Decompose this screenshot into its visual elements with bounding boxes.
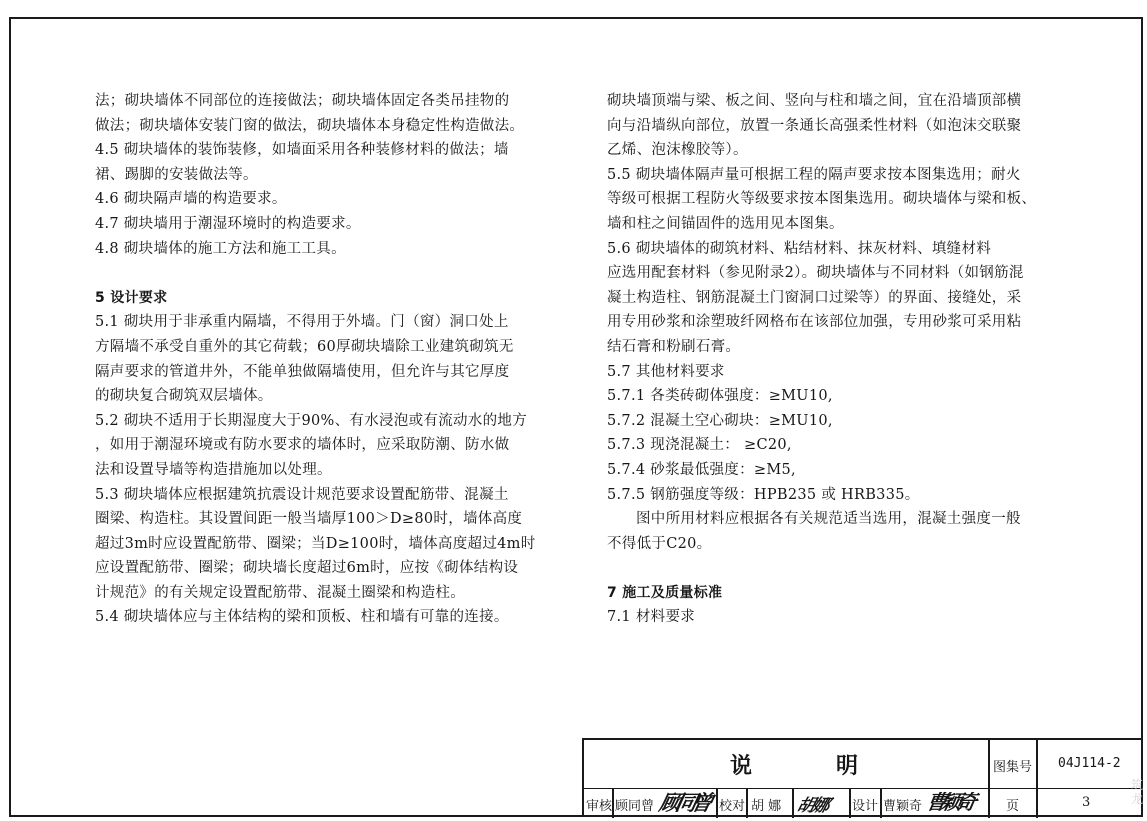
- title-row: [582, 738, 1143, 788]
- text-line: 5.2 砌块不适用于长期湿度大于90%、有水浸泡或有流动水的地方: [95, 412, 527, 429]
- text-line: 4.8 砌块墙体的施工方法和施工工具。: [95, 240, 346, 257]
- text-line: 应选用配套材料（参见附录2）。砌块墙体与不同材料（如钢筋混: [607, 265, 1024, 282]
- section-heading: 7 施工及质量标准: [607, 584, 723, 601]
- right-text-column: [607, 89, 1047, 630]
- text-line: 法；砌块墙体不同部位的连接做法；砌块墙体固定各类吊挂物的: [95, 93, 510, 109]
- sheet-title-char-2: 明: [836, 754, 859, 779]
- text-line: 乙烯、泡沫橡胶等）。: [607, 142, 748, 159]
- text-line: 不得低于C20。: [607, 535, 712, 552]
- divider: [792, 789, 794, 818]
- page-number: 3: [1082, 795, 1091, 810]
- divider: [988, 740, 990, 788]
- page-label: 页: [1006, 799, 1020, 814]
- text-line: 5.7 其他材料要求: [607, 363, 725, 380]
- proofread-name: 胡 娜: [751, 799, 782, 814]
- section-heading: 5 设计要求: [95, 289, 168, 306]
- sheet-title-char-1: 说: [730, 754, 753, 779]
- atlas-number: 04J114-2: [1058, 756, 1121, 771]
- left-text-column: [95, 89, 535, 630]
- signature-row: [582, 788, 1143, 817]
- design-name: 曹颖奇: [883, 799, 923, 814]
- divider: [612, 789, 614, 818]
- divider: [1036, 740, 1038, 788]
- text-line: 5.6 砌块墙体的砌筑材料、粘结材料、抹灰材料、填缝材料: [607, 240, 992, 257]
- divider: [716, 789, 718, 818]
- text-line: 用专用砂浆和涂塑玻纤网格布在该部位加强，专用砂浆可采用粘: [607, 314, 1022, 331]
- divider: [880, 789, 882, 818]
- text-line: 5.7.2 混凝土空心砌块：≥MU10,: [607, 412, 833, 429]
- text-line: ，如用于潮湿环境或有防水要求的墙体时，应采取防潮、防水做: [95, 437, 510, 454]
- text-line: 5.3 砌块墙体应根据建筑抗震设计规范要求设置配筋带、混凝土: [95, 486, 509, 503]
- text-line: 隔声要求的管道井外，不能单独做隔墙使用，但允许与其它厚度: [95, 363, 510, 380]
- review-label: 审核: [586, 799, 613, 814]
- text-line: 结石膏和粉刷石膏。: [607, 338, 741, 355]
- design-signature: 曹颖奇: [924, 790, 974, 814]
- watermark: 筑龙: [1131, 778, 1144, 806]
- text-line: 做法；砌块墙体安装门窗的做法，砌块墙体本身稳定性构造做法。: [95, 117, 525, 134]
- text-line: 5.5 砌块墙体隔声量可根据工程的隔声要求按本图集选用；耐火: [607, 166, 1021, 183]
- text-line: 裙、踢脚的安装做法等。: [95, 166, 258, 183]
- text-line: 5.7.4 砂浆最低强度：≥M5,: [607, 461, 796, 478]
- text-line: 计规范》的有关规定设置配筋带、混凝土圈梁和构造柱。: [95, 584, 465, 601]
- text-line: 4.6 砌块隔声墙的构造要求。: [95, 191, 287, 208]
- text-line: 法和设置导墙等构造措施加以处理。: [95, 461, 332, 478]
- text-line: 7.1 材料要求: [607, 609, 696, 626]
- divider: [1036, 789, 1038, 818]
- text-line: 应设置配筋带、圈梁；砌块墙长度超过6m时，应按《砌体结构设: [95, 560, 519, 577]
- text-line: 超过3m时应设置配筋带、圈梁；当D≥100时，墙体高度超过4m时: [95, 535, 536, 552]
- text-line: 5.7.5 钢筋强度等级：HPB235 或 HRB335。: [607, 486, 920, 503]
- design-label: 设计: [852, 799, 879, 814]
- text-line: 4.7 砌块墙用于潮湿环境时的构造要求。: [95, 215, 361, 232]
- proofread-label: 校对: [719, 799, 746, 814]
- review-signature: 顾同曾: [657, 790, 711, 815]
- text-line: 凝土构造柱、钢筋混凝土门窗洞口过梁等）的界面、接缝处，采: [607, 289, 1022, 306]
- text-line: 5.1 砌块用于非承重内隔墙，不得用于外墙。门（窗）洞口处上: [95, 314, 509, 331]
- text-line: 4.5 砌块墙体的装饰装修，如墙面采用各种装修材料的做法；墙: [95, 142, 509, 159]
- text-line: 向与沿墙纵向部位，放置一条通长高强柔性材料（如泡沫交联聚: [607, 117, 1022, 134]
- divider: [849, 789, 851, 818]
- title-block: [582, 738, 1143, 817]
- text-line: 图中所用材料应根据各有关规范适当选用，混凝土强度一般: [636, 511, 1021, 528]
- atlas-number-label: 图集号: [993, 760, 1033, 775]
- divider: [746, 789, 748, 818]
- text-line: 砌块墙顶端与梁、板之间、竖向与柱和墙之间，宜在沿墙顶部横: [607, 93, 1022, 109]
- text-line: 墙和柱之间锚固件的选用见本图集。: [607, 215, 844, 232]
- paragraph-gap: [607, 556, 1047, 581]
- text-line: 的砌块复合砌筑双层墙体。: [95, 388, 273, 405]
- text-line: 圈梁、构造柱。其设置间距一般当墙厚100＞D≥80时，墙体高度: [95, 511, 523, 528]
- text-line: 5.4 砌块墙体应与主体结构的梁和顶板、柱和墙有可靠的连接。: [95, 609, 509, 626]
- divider: [988, 789, 990, 818]
- text-line: 5.7.3 现浇混凝土： ≥C20,: [607, 437, 792, 454]
- paragraph-gap: [95, 261, 535, 286]
- review-name: 顾同曾: [615, 799, 655, 814]
- text-line: 5.7.1 各类砖砌体强度：≥MU10,: [607, 388, 833, 405]
- text-line: 等级可根据工程防火等级要求按本图集选用。砌块墙体与梁和板、: [607, 191, 1037, 208]
- proofread-signature: 胡娜: [794, 796, 831, 816]
- text-line: 方隔墙不承受自重外的其它荷载；60厚砌块墙除工业建筑砌筑无: [95, 338, 514, 355]
